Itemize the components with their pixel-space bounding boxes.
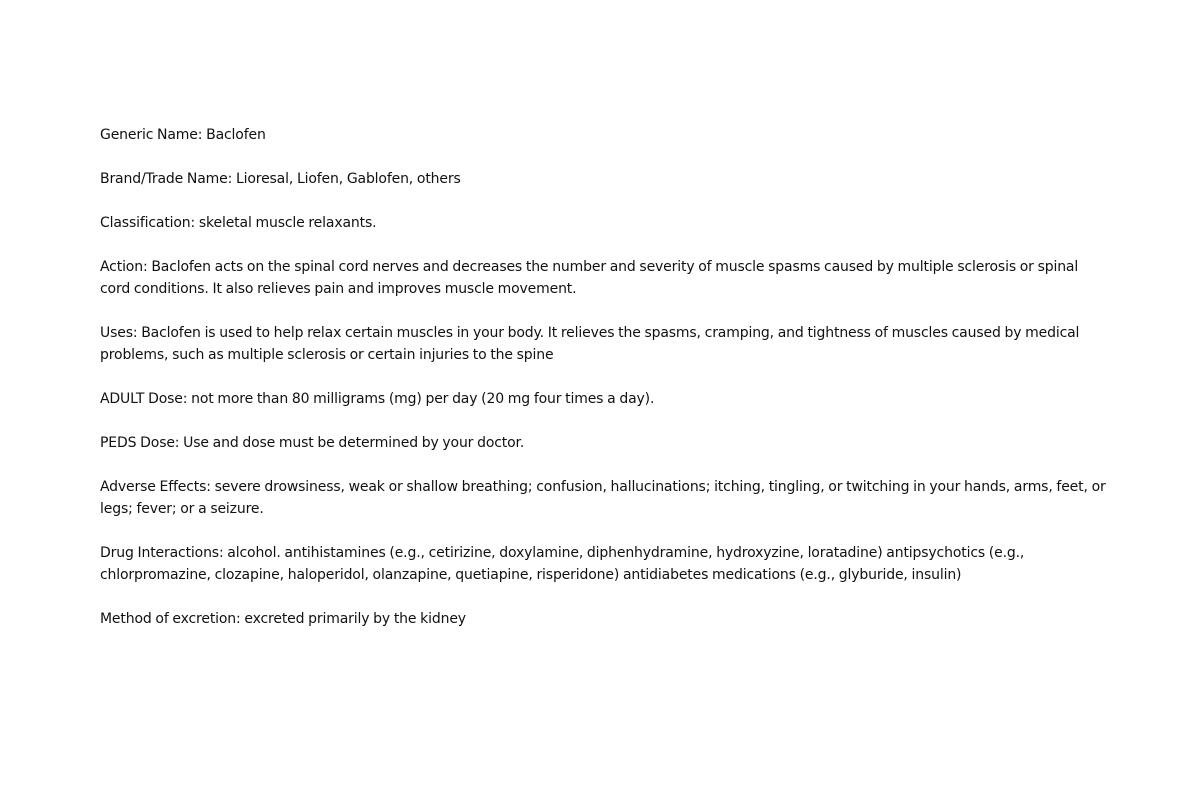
adverse-effects-paragraph: Adverse Effects: severe drowsiness, weak or shallow breathing; confusion, hallucinations; itching, tingling, or twitching in your hands, arms, feet, or legs; fever; or a seizure.	[100, 479, 1106, 517]
excretion-paragraph: Method of excretion: excreted primarily by the kidney	[100, 611, 466, 627]
peds-dose-paragraph: PEDS Dose: Use and dose must be determined by your doctor.	[100, 435, 525, 451]
uses-paragraph: Uses: Baclofen is used to help relax certain muscles in your body. It relieves the spasms, cramping, and tightness of muscles caused by medical problems, such as multiple sclerosis or certain injuries to the spine	[100, 325, 1080, 363]
action-paragraph: Action: Baclofen acts on the spinal cord nerves and decreases the number and severity of muscle spasms caused by multiple sclerosis or spinal cord conditions. It also relieves pain and improves muscle movement.	[100, 259, 1079, 297]
brand-name-paragraph: Brand/Trade Name: Lioresal, Liofen, Gablofen, others	[100, 171, 461, 187]
drug-interactions-paragraph: Drug Interactions: alcohol. antihistamines (e.g., cetirizine, doxylamine, diphenhydramine, hydroxyzine, loratadine) antipsychotics (e.g., chlorpromazine, clozapine, haloperidol, olanzapine, quetiapine, risperidone) antidiabetes medications (e.g., glyburide, insulin)	[100, 545, 1025, 583]
adult-dose-paragraph: ADULT Dose: not more than 80 milligrams (mg) per day (20 mg four times a day).	[100, 391, 655, 407]
generic-name-paragraph: Generic Name: Baclofen	[100, 127, 266, 143]
classification-paragraph: Classification: skeletal muscle relaxants.	[100, 215, 377, 231]
